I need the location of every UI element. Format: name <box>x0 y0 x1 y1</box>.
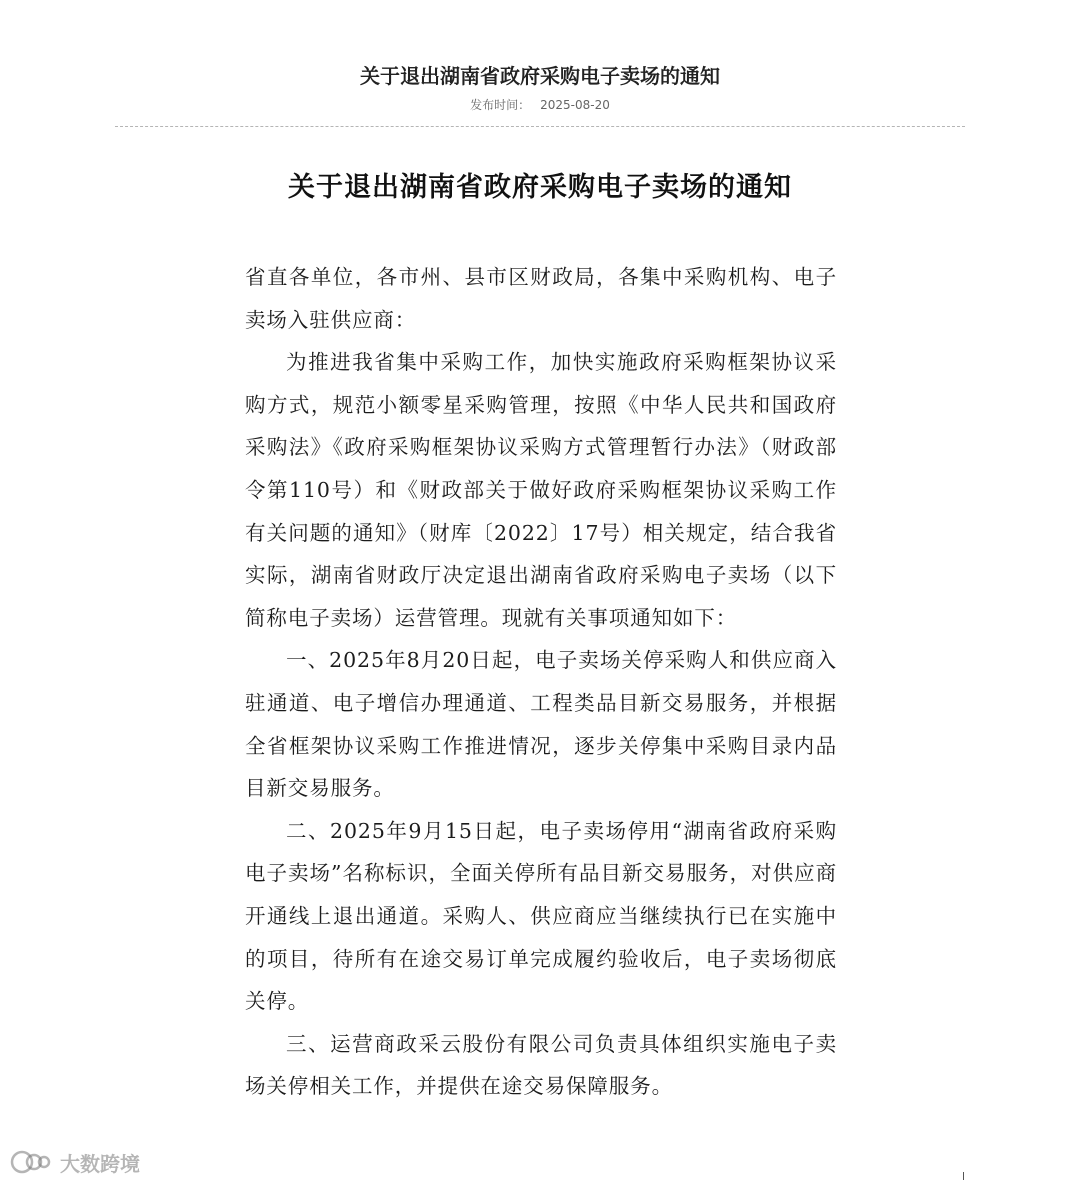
document-body <box>245 256 837 1108</box>
paragraph-intro: 为推进我省集中采购工作，加快实施政府采购框架协议采购方式，规范小额零星采购管理，按照《中华人民共和国政府采购法》《政府采购框架协议采购方式管理暂行办法》（财政部令第110号）和《财政部关于做好政府采购框架协议采购工作有关问题的通知》（财库〔2022〕17号）相关规定，结合我省实际，湖南省财政厅决定退出湖南省政府采购电子卖场（以下简称电子卖场）运营管理。现就有关事项通知如下： <box>245 350 837 630</box>
publish-date: 2025-08-20 <box>540 98 610 112</box>
paragraph-item-3: 三、运营商政采云股份有限公司负责具体组织实施电子卖场关停相关工作，并提供在途交易保障服务。 <box>245 1031 837 1099</box>
dashed-divider <box>115 126 965 127</box>
paragraph-item-1: 一、2025年8月20日起，电子卖场关停采购人和供应商入驻通道、电子增信办理通道、工程类品目新交易服务，并根据全省框架协议采购工作推进情况，逐步关停集中采购目录内品目新交易服务。 <box>245 648 837 801</box>
salutation: 省直各单位，各市州、县市区财政局，各集中采购机构、电子卖场入驻供应商： <box>245 265 837 332</box>
document-title: 关于退出湖南省政府采购电子卖场的通知 <box>288 172 792 203</box>
watermark <box>10 1142 140 1181</box>
publish-info <box>0 95 1080 115</box>
paragraph-item-2: 二、2025年9月15日起，电子卖场停用“湖南省政府采购电子卖场”名称标识，全面关停所有品目新交易服务，对供应商开通线上退出通道。采购人、供应商应当继续执行已在实施中的项目，待所有在途交易订单完成履约验收后，电子卖场彻底关停。 <box>245 818 837 1014</box>
page-header-title: 关于退出湖南省政府采购电子卖场的通知 <box>360 64 720 88</box>
watermark-logo-icon <box>10 1148 54 1176</box>
watermark-text: 大数跨境 <box>60 1151 140 1176</box>
corner-mark <box>963 1172 964 1180</box>
publish-label: 发布时间： <box>470 98 531 112</box>
